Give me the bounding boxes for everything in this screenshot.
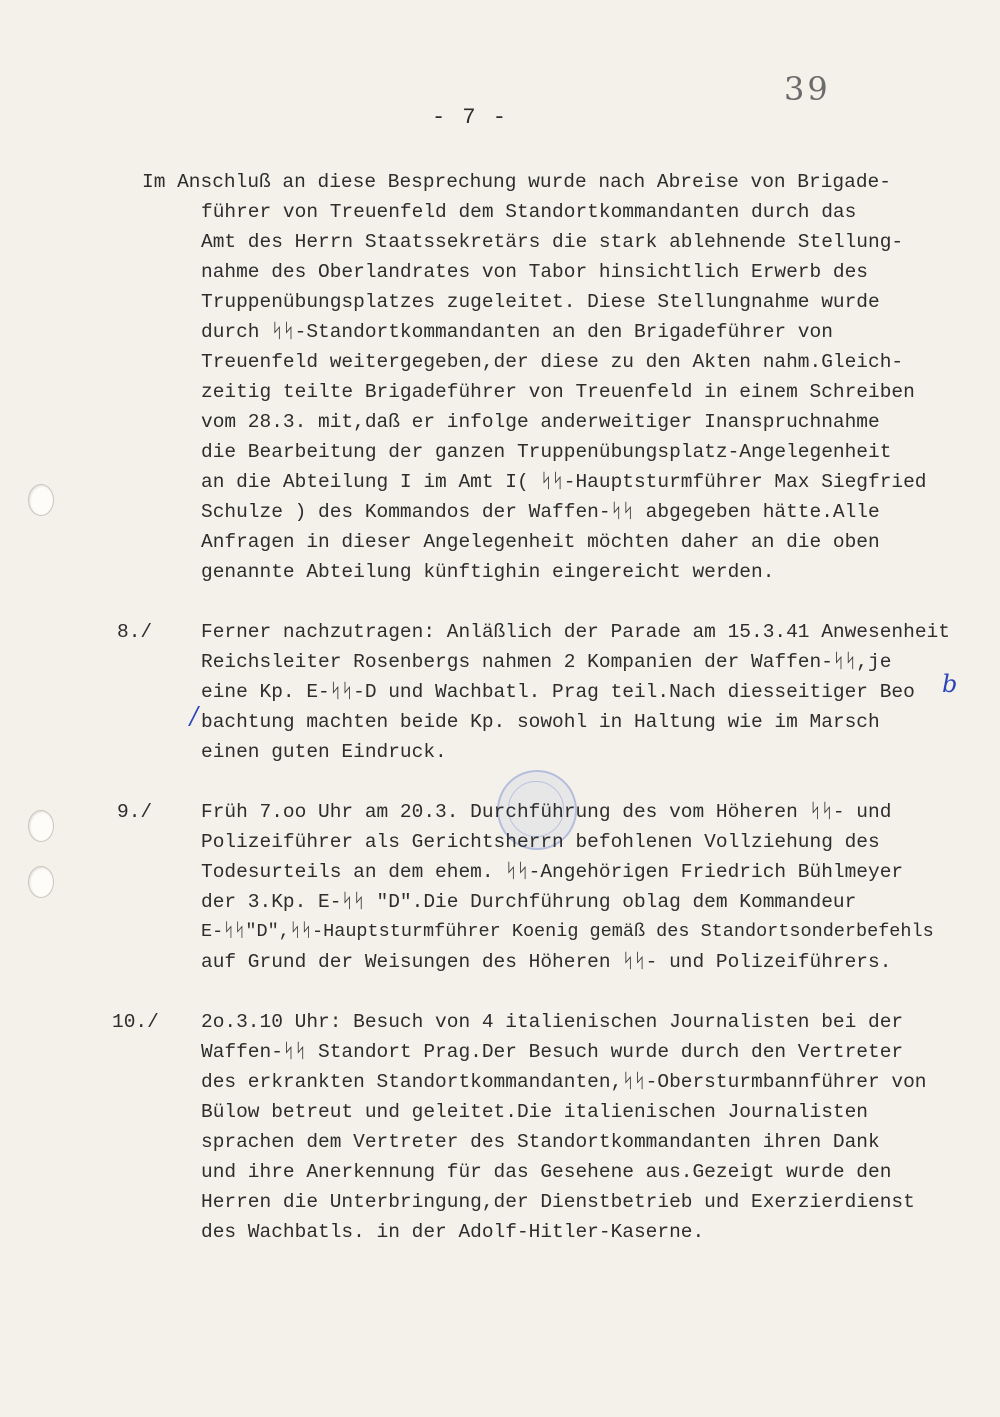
intro-line: Truppenübungsplatzes zugeleitet. Diese Stellungnahme wurde — [201, 291, 880, 313]
punch-hole — [28, 810, 54, 842]
item-line: Polizeiführer als Gerichtsherrn befohlenen Vollziehung des — [201, 831, 880, 853]
intro-line: zeitig teilte Brigadeführer von Treuenfeld in einem Schreiben — [201, 381, 915, 403]
item-line: Reichsleiter Rosenbergs nahmen 2 Kompanien der Waffen-ᛋᛋ,je — [201, 651, 892, 673]
item-line: der 3.Kp. E-ᛋᛋ "D".Die Durchführung oblag dem Kommandeur — [201, 891, 857, 913]
item-line: einen guten Eindruck. — [201, 741, 447, 763]
page-number: - 7 - — [432, 105, 509, 130]
item-line: Bülow betreut und geleitet.Die italienischen Journalisten — [201, 1101, 869, 1123]
item-line: Waffen-ᛋᛋ Standort Prag.Der Besuch wurde durch den Vertreter — [201, 1041, 904, 1063]
item-line: auf Grund der Weisungen des Höheren ᛋᛋ- und Polizeiführers. — [201, 951, 892, 973]
item-line: bachtung machten beide Kp. sowohl in Haltung wie im Marsch — [201, 711, 880, 733]
intro-line: Treuenfeld weitergegeben,der diese zu den Akten nahm.Gleich- — [201, 351, 904, 373]
intro-line: an die Abteilung I im Amt I( ᛋᛋ-Hauptsturmführer Max Siegfried — [201, 471, 927, 493]
item-number: 9./ — [117, 801, 153, 823]
item-line: des erkrankten Standortkommandanten,ᛋᛋ-Obersturmbannführer von — [201, 1071, 927, 1093]
intro-line: die Bearbeitung der ganzen Truppenübungsplatz-Angelegenheit — [201, 441, 892, 463]
handwritten-correction: / — [190, 702, 199, 730]
intro-line: führer von Treuenfeld dem Standortkommandanten durch das — [201, 201, 857, 223]
intro-line: Anfragen in dieser Angelegenheit möchten daher an die oben — [201, 531, 880, 553]
intro-line: Amt des Herrn Staatssekretärs die stark ablehnende Stellung- — [201, 231, 904, 253]
intro-line: nahme des Oberlandrates von Tabor hinsichtlich Erwerb des — [201, 261, 869, 283]
item-line: Herren die Unterbringung,der Dienstbetrieb und Exerzierdienst — [201, 1191, 915, 1213]
item-number: 8./ — [117, 621, 153, 643]
item-line: sprachen dem Vertreter des Standortkommandanten ihren Dank — [201, 1131, 880, 1153]
item-line: E-ᛋᛋ"D",ᛋᛋ-Hauptsturmführer Koenig gemäß des Standortsonderbefehls — [201, 921, 934, 942]
intro-line: durch ᛋᛋ-Standortkommandanten an den Brigadeführer von — [201, 321, 833, 343]
folio-number: 39 — [784, 70, 831, 108]
intro-line: genannte Abteilung künftighin eingereicht werden. — [201, 561, 775, 583]
item-line: eine Kp. E-ᛋᛋ-D und Wachbatl. Prag teil.Nach diesseitiger Beo — [201, 681, 915, 703]
intro-line: Schulze ) des Kommandos der Waffen-ᛋᛋ abgegeben hätte.Alle — [201, 501, 880, 523]
item-line: Früh 7.oo Uhr am 20.3. Durchführung des vom Höheren ᛋᛋ- und — [201, 801, 892, 823]
intro-line: Im Anschluß an diese Besprechung wurde nach Abreise von Brigade- — [142, 171, 891, 193]
punch-hole — [28, 484, 54, 516]
item-line: des Wachbatls. in der Adolf-Hitler-Kaserne. — [201, 1221, 705, 1243]
punch-hole — [28, 866, 54, 898]
item-line: Todesurteils an dem ehem. ᛋᛋ-Angehörigen Friedrich Bühlmeyer — [201, 861, 904, 883]
item-line: und ihre Anerkennung für das Gesehene aus.Gezeigt wurde den — [201, 1161, 892, 1183]
item-line: Ferner nachzutragen: Anläßlich der Parade am 15.3.41 Anwesenheit — [201, 621, 950, 643]
handwritten-correction: b — [942, 670, 958, 698]
item-number: 10./ — [112, 1011, 159, 1033]
item-line: 2o.3.10 Uhr: Besuch von 4 italienischen Journalisten bei der — [201, 1011, 904, 1033]
intro-line: vom 28.3. mit,daß er infolge anderweitiger Inanspruchnahme — [201, 411, 880, 433]
